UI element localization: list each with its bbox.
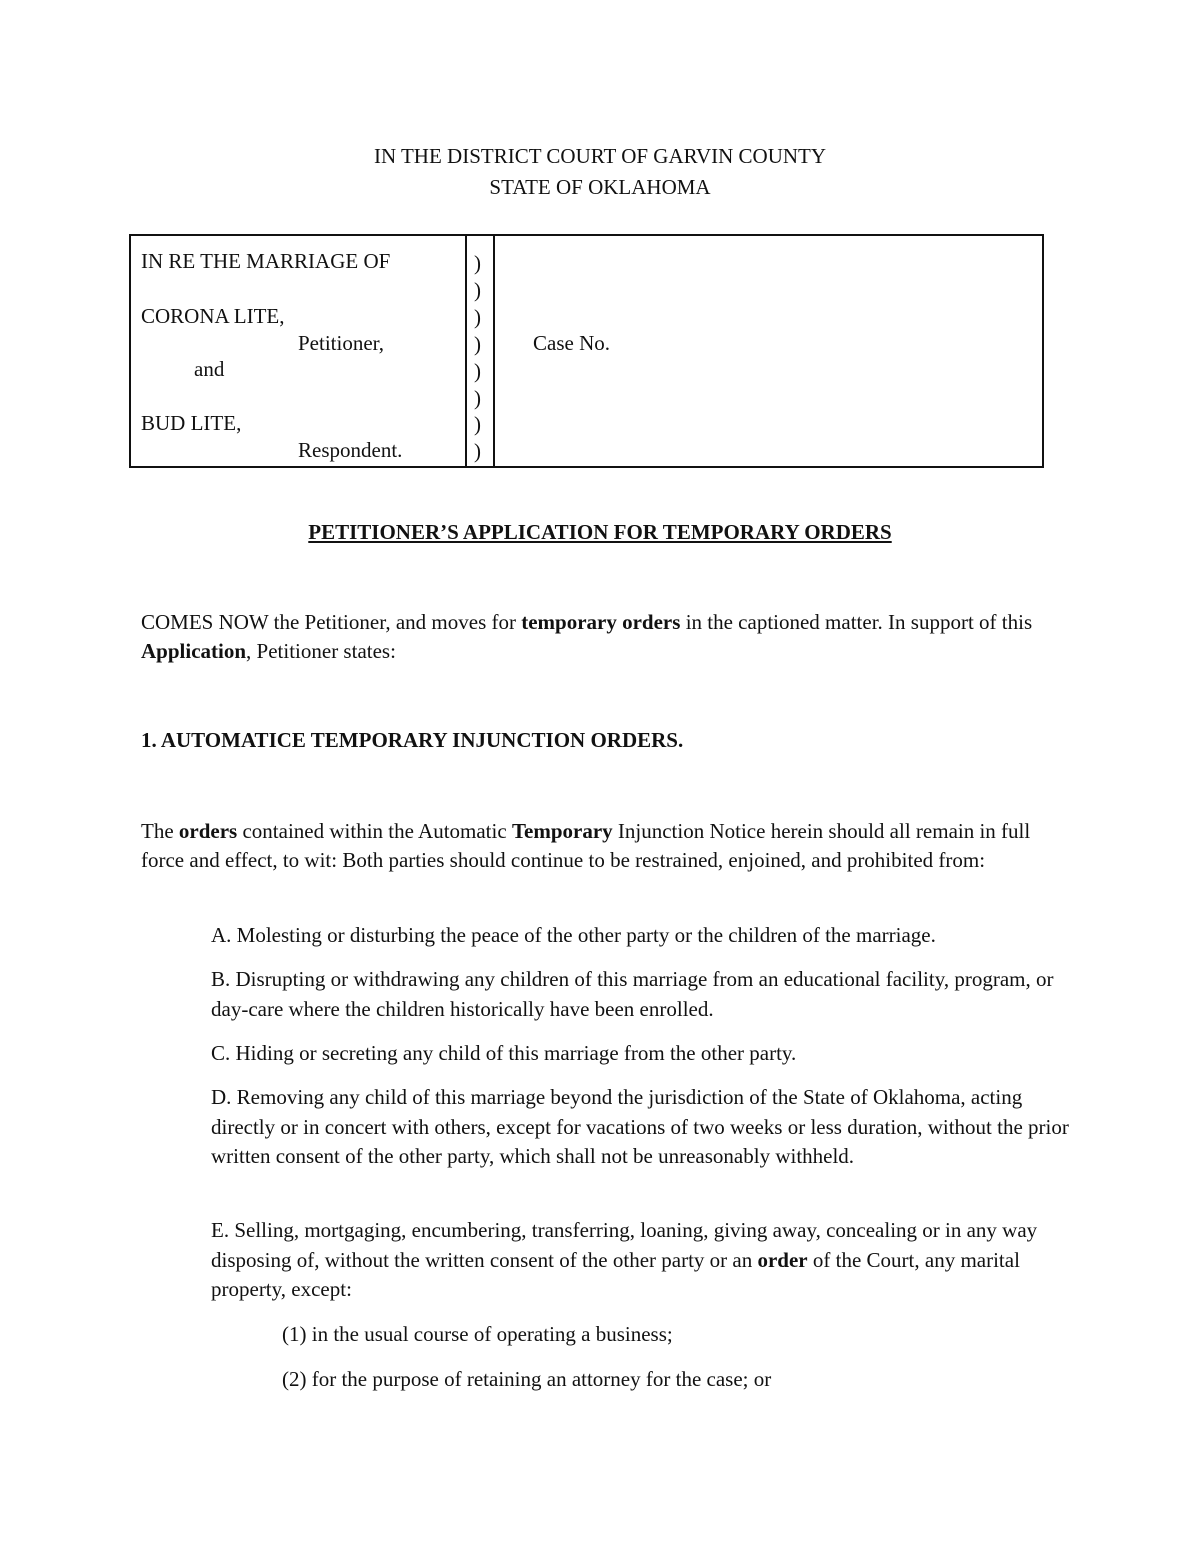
document-title: PETITIONER’S APPLICATION FOR TEMPORARY ORDERS	[308, 520, 892, 544]
caption-respondent-name: BUD LITE,	[141, 411, 242, 435]
item-a: A. Molesting or disturbing the peace of the other party or the children of the marriage.	[211, 923, 936, 947]
section-1-paragraph	[141, 817, 1061, 875]
intro-bold-temporary-orders: temporary orders	[521, 610, 681, 634]
intro-text-2: in the captioned matter. In support of this	[680, 610, 1033, 634]
caption-respondent-role: Respondent.	[298, 438, 403, 462]
caption-paren: )	[474, 304, 481, 329]
subitem-1: (1) in the usual course of operating a business;	[282, 1322, 673, 1346]
item-e	[211, 1216, 1071, 1305]
court-state-line: STATE OF OKLAHOMA	[489, 175, 711, 199]
item-e-text-2: of the Court, any marital property, except:	[211, 1247, 1020, 1301]
caption-petitioner-role: Petitioner,	[298, 331, 385, 355]
caption-paren: )	[474, 277, 481, 302]
caption-in-re: IN RE THE MARRIAGE OF	[141, 249, 391, 273]
intro-text-1: COMES NOW the Petitioner, and moves for	[141, 610, 522, 634]
caption-petitioner-name: CORONA LITE,	[141, 304, 285, 328]
item-d: D. Removing any child of this marriage beyond the jurisdiction of the State of Oklahoma, acting directly or in concert with others, except for vacations of two weeks or less duration, without the prior written consent of the other party, which shall not be unreasonably withheld.	[211, 1085, 1069, 1168]
caption-paren: )	[474, 358, 481, 383]
section-1-bold-orders: orders	[178, 819, 238, 843]
section-1-bold-temporary: Temporary	[511, 819, 613, 843]
caption-divider-left	[465, 236, 467, 466]
section-1-heading: 1. AUTOMATICE TEMPORARY INJUNCTION ORDERS.	[141, 728, 684, 752]
section-1-text-1: The	[141, 819, 179, 843]
caption-paren: )	[474, 439, 481, 464]
caption-divider-right	[493, 236, 495, 466]
caption-and: and	[194, 357, 225, 381]
item-e-bold-order: order	[757, 1247, 808, 1272]
item-c: C. Hiding or secreting any child of this marriage from the other party.	[211, 1041, 797, 1065]
caption-paren: )	[474, 251, 481, 275]
intro-text-3: , Petitioner states:	[246, 639, 396, 663]
caption-paren: )	[474, 412, 481, 437]
intro-paragraph	[141, 608, 1061, 666]
caption-paren-column	[474, 250, 481, 465]
caption-paren: )	[474, 331, 481, 356]
item-e-text-1: E. Selling, mortgaging, encumbering, transferring, loaning, giving away, concealing or in any way disposing of, without the written consent of the other party or an	[211, 1218, 1038, 1272]
caption-case-number: Case No.	[533, 331, 610, 355]
section-1-text-2: contained within the Automatic	[237, 819, 512, 843]
caption-paren: )	[474, 385, 481, 410]
case-caption-box	[129, 234, 1044, 468]
court-name-line: IN THE DISTRICT COURT OF GARVIN COUNTY	[373, 144, 827, 168]
subitem-2: (2) for the purpose of retaining an attorney for the case; or	[282, 1367, 772, 1391]
item-b: B. Disrupting or withdrawing any children of this marriage from an educational facility, program, or day-care where the children historically have been enrolled.	[211, 967, 1054, 1021]
intro-bold-application: Application	[141, 639, 247, 663]
section-1-text-3: Injunction Notice herein should all remain in full force and effect, to wit: Both parties should continue to be restrained, enjoined, and prohibited from:	[141, 819, 1031, 872]
